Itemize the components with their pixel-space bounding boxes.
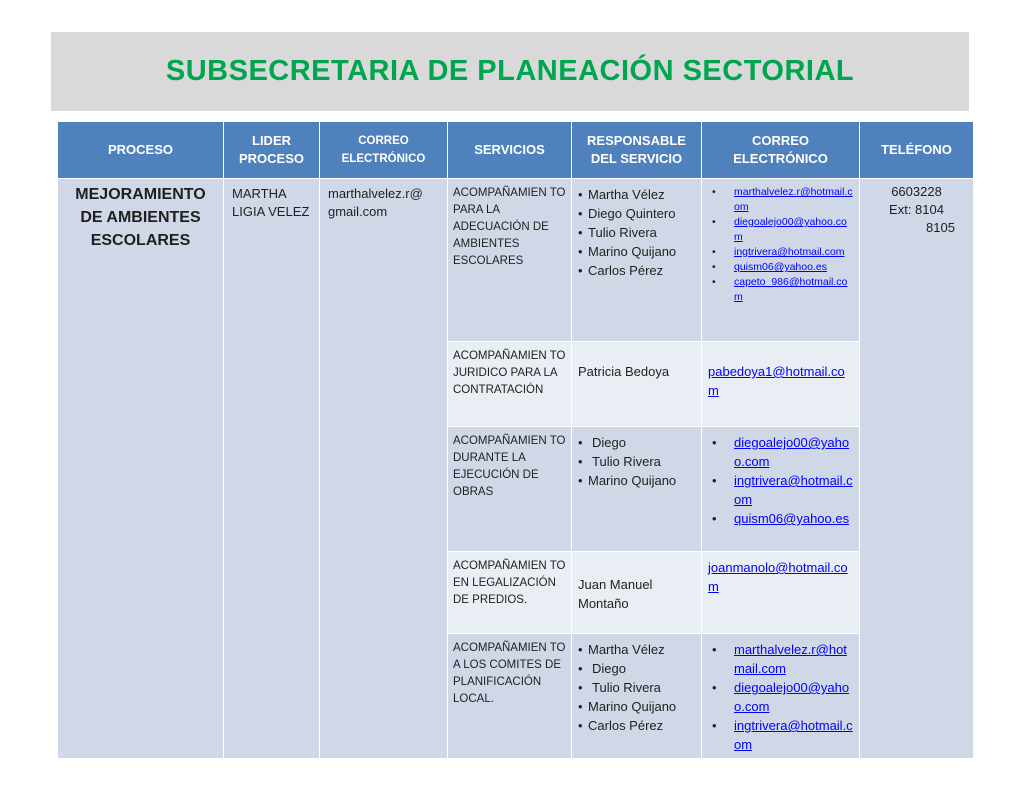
header-lider: LIDER PROCESO <box>224 122 320 179</box>
responsable-cell <box>572 427 702 552</box>
list-item: • Tulio Rivera <box>578 452 695 471</box>
proceso-cell: MEJORAMIENTO DE AMBIENTES ESCOLARES <box>58 179 224 759</box>
table-row <box>58 179 974 342</box>
servicio-cell: ACOMPAÑAMIEN TO A LOS COMITES DE PLANIFICACIÓN LOCAL. <box>448 634 572 759</box>
servicio-cell: ACOMPAÑAMIEN TO EN LEGALIZACIÓN DE PREDIOS. <box>448 552 572 634</box>
responsable-name: Patricia Bedoya <box>578 364 670 379</box>
correo-cell <box>702 427 860 552</box>
email-link[interactable]: diegoalejo00@yahoo.com <box>734 680 850 714</box>
responsable-name: Juan Manuel Montaño <box>578 576 653 611</box>
header-correo: CORREO ELECTRÓNICO <box>702 122 860 179</box>
correo-cell <box>702 342 860 427</box>
list-item: • Marino Quijano <box>578 697 695 716</box>
header-row <box>58 122 974 179</box>
phone-ext: Ext: 8104 <box>889 202 944 217</box>
servicio-cell: ACOMPAÑAMIEN TO PARA LA ADECUACIÓN DE AMBIENTES ESCOLARES <box>448 179 572 342</box>
header-correo-lider: CORREO ELECTRÓNICO <box>320 122 448 179</box>
list-item: • Diego Quintero <box>578 204 695 223</box>
list-item: • Tulio Rivera <box>578 678 695 697</box>
email-link[interactable]: diegoalejo00@yahoo.com <box>734 216 847 243</box>
email-link[interactable]: capeto_986@hotmail.com <box>734 276 848 303</box>
email-link[interactable]: ingtrivera@hotmail.com <box>734 246 845 258</box>
email-link[interactable]: quism06@yahoo.es <box>734 261 827 273</box>
email-link[interactable]: marthalvelez.r@hotmail.com <box>734 186 853 213</box>
responsable-cell <box>572 552 702 634</box>
list-item: • Martha Vélez <box>578 640 695 659</box>
email-link[interactable]: marthalvelez.r@hotmail.com <box>734 642 847 676</box>
correo-cell <box>702 179 860 342</box>
correo-lider-cell: marthalvelez.r@ gmail.com <box>320 179 448 759</box>
header-responsable: RESPONSABLE DEL SERVICIO <box>572 122 702 179</box>
servicio-cell: ACOMPAÑAMIEN TO DURANTE LA EJECUCIÓN DE OBRAS <box>448 427 572 552</box>
email-link[interactable]: diegoalejo00@yahoo.com <box>734 435 850 469</box>
telefono-cell <box>860 179 974 759</box>
list-item: • Marino Quijano <box>578 242 695 261</box>
header-telefono: TELÉFONO <box>860 122 974 179</box>
responsable-cell <box>572 342 702 427</box>
phone-number: 6603228 <box>891 184 942 199</box>
email-link[interactable]: pabedoya1@hotmail.com <box>708 364 845 398</box>
page-title: SUBSECRETARIA DE PLANEACIÓN SECTORIAL <box>165 55 855 87</box>
email-link[interactable]: ingtrivera@hotmail.com <box>734 473 853 507</box>
list-item: • Diego <box>578 433 695 452</box>
list-item: • Marino Quijano <box>578 471 695 490</box>
list-item: • Tulio Rivera <box>578 223 695 242</box>
directory-table <box>57 121 974 759</box>
correo-cell <box>702 634 860 759</box>
email-link[interactable]: joanmanolo@hotmail.com <box>708 560 848 594</box>
header-proceso: PROCESO <box>58 122 224 179</box>
list-item: • Carlos Pérez <box>578 261 695 280</box>
list-item: • Carlos Pérez <box>578 716 695 735</box>
responsable-cell <box>572 634 702 759</box>
lider-cell: MARTHA LIGIA VELEZ <box>224 179 320 759</box>
email-link[interactable]: quism06@yahoo.es <box>734 511 850 526</box>
list-item: • Martha Vélez <box>578 185 695 204</box>
responsable-cell <box>572 179 702 342</box>
list-item: • Diego <box>578 659 695 678</box>
title-banner <box>51 32 969 111</box>
email-link[interactable]: ingtrivera@hotmail.com <box>734 718 853 752</box>
correo-cell <box>702 552 860 634</box>
header-servicios: SERVICIOS <box>448 122 572 179</box>
phone-ext2: 8105 <box>926 220 955 235</box>
servicio-cell: ACOMPAÑAMIEN TO JURIDICO PARA LA CONTRATACIÓN <box>448 342 572 427</box>
